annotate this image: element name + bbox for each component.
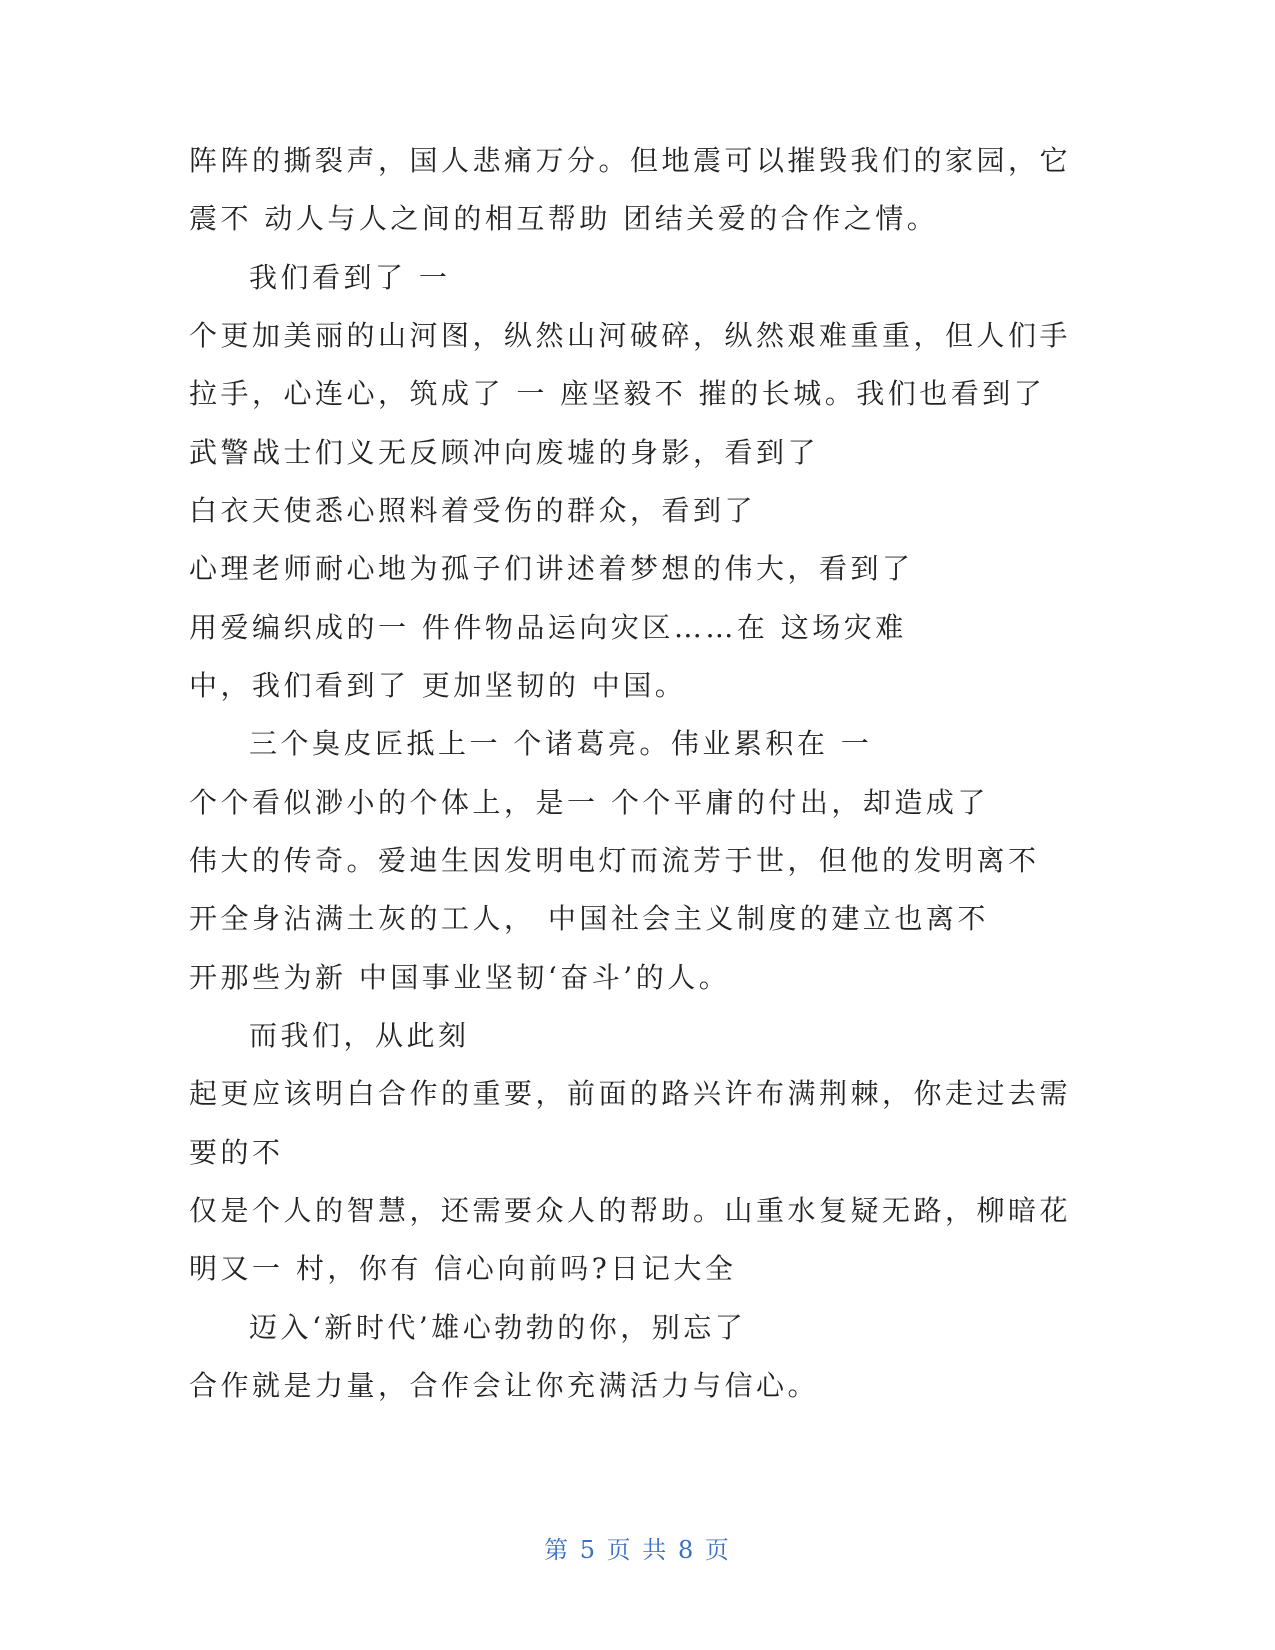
paragraph-line: 个更加美丽的山河图，纵然山河破碎，纵然艰难重重，但人们手 [189, 319, 1072, 352]
paragraph-line: 武警战士们义无反顾冲向废墟的身影，看到了 [189, 436, 820, 469]
paragraph-line: 拉手，心连心，筑成了 一 座坚毅不 摧的长城。我们也看到了 [189, 377, 1046, 410]
paragraph-line: 仅是个人的智慧，还需要众人的帮助。山重水复疑无路，柳暗花 [189, 1194, 1072, 1227]
paragraph-line: 阵阵的撕裂声，国人悲痛万分。但地震可以摧毁我们的家园，它 [189, 144, 1072, 177]
page-footer: 第 5 页 共 8 页 [544, 1536, 731, 1564]
paragraph-line: 用爱编织成的一 件件物品运向灾区……在 这场灾难 [189, 611, 907, 644]
paragraph-line: 开全身沾满土灰的工人， 中国社会主义制度的建立也离不 [189, 902, 989, 935]
paragraph-line: 伟大的传奇。爱迪生因发明电灯而流芳于世，但他的发明离不 [189, 844, 1040, 877]
paragraph-line: 开那些为新 中国事业坚韧‘奋斗’的人。 [189, 961, 731, 994]
paragraph-line: 起更应该明白合作的重要，前面的路兴许布满荆棘，你走过去需 [189, 1077, 1072, 1110]
paragraph-line: 震不 动人与人之间的相互帮助 团结关爱的合作之情。 [189, 202, 939, 235]
paragraph-line: 我们看到了 一 [249, 261, 451, 294]
paragraph-line: 个个看似渺小的个体上，是一 个个平庸的付出，却造成了 [189, 786, 989, 819]
paragraph-line: 要的不 [189, 1136, 284, 1169]
paragraph-line: 明又一 村，你有 信心向前吗?日记大全 [189, 1252, 737, 1285]
paragraph-line: 心理老师耐心地为孤子们讲述着梦想的伟大，看到了 [189, 552, 914, 585]
paragraph-line: 而我们，从此刻 [249, 1019, 470, 1052]
paragraph-line: 白衣天使悉心照料着受伤的群众，看到了 [189, 494, 757, 527]
paragraph-line: 三个臭皮匠抵上一 个诸葛亮。伟业累积在 一 [249, 727, 873, 760]
paragraph-line: 中，我们看到了 更加坚韧的 中国。 [189, 669, 687, 702]
paragraph-line: 合作就是力量，合作会让你充满活力与信心。 [189, 1369, 820, 1402]
paragraph-line: 迈入‘新时代’雄心勃勃的你，别忘了 [249, 1311, 747, 1344]
